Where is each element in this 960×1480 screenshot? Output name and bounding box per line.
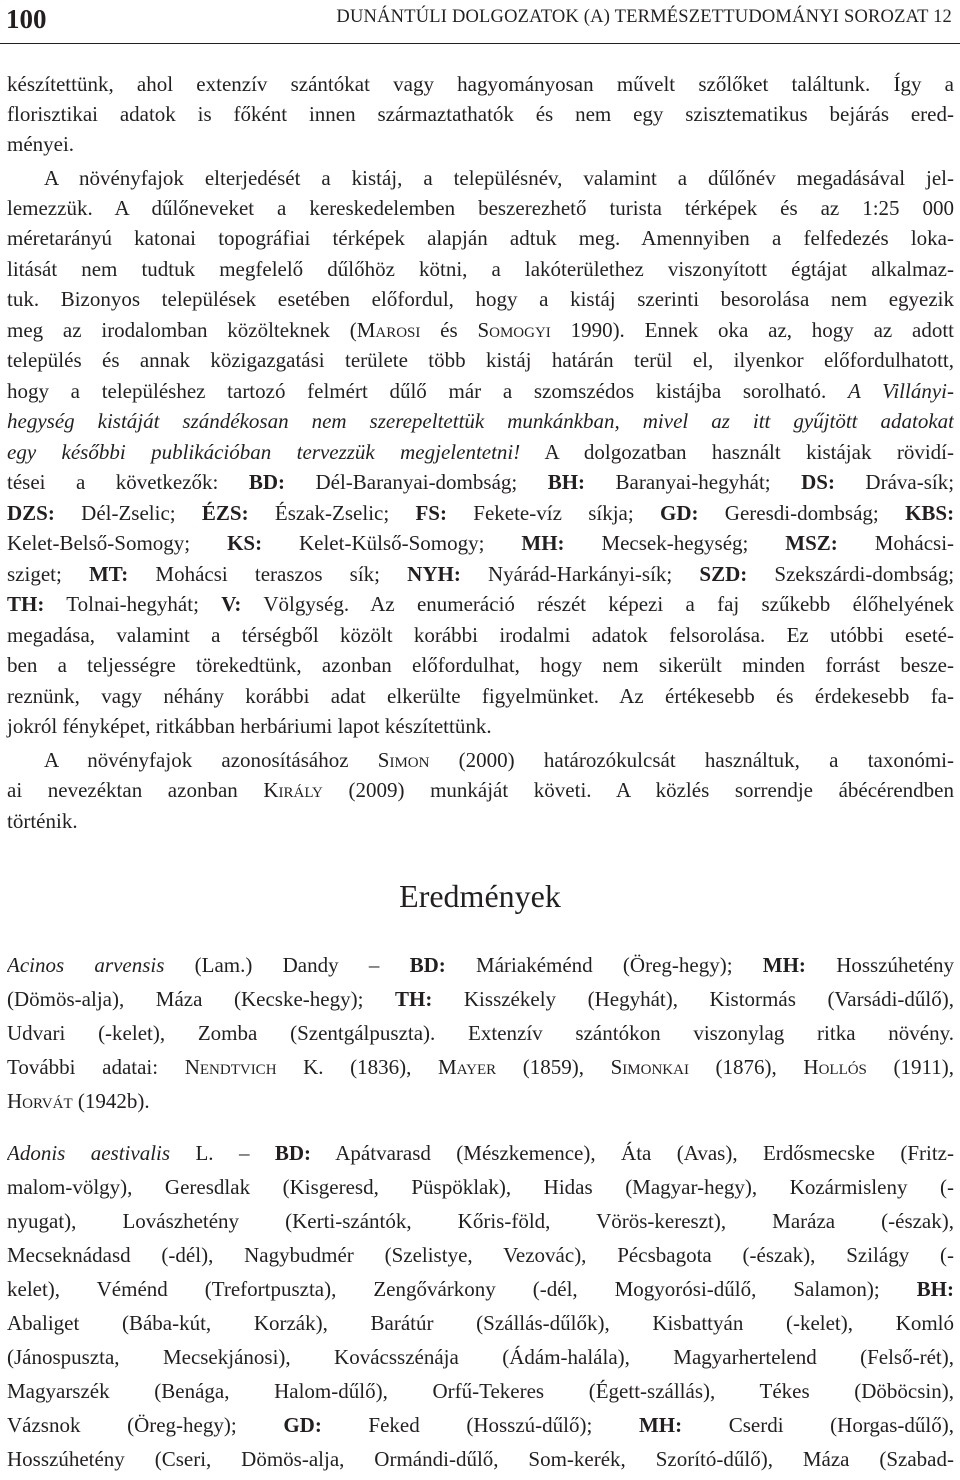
- abbrev-line: [7, 498, 954, 528]
- body-line: florisztikai adatok is főként innen származtathatók és nem egy szisztematikus bejárás ered-: [7, 102, 954, 126]
- species-line: [7, 1052, 954, 1082]
- abbrev-line: [7, 559, 954, 589]
- region-code: GD:: [283, 1413, 322, 1437]
- abbrev-line: [7, 528, 954, 558]
- abbrev-name: Geresdi-dombság;: [724, 501, 879, 525]
- species-line: Magyarszék (Benága, Halom-dűlő), Orfű-Tekeres (Égett-szállás), Tékes (Döböcsin),: [7, 1379, 954, 1403]
- species-line: Mecseknádasd (-dél), Nagybudmér (Szelistye, Vezovác), Pécsbagota (-észak), Szilágy (-: [7, 1243, 954, 1267]
- body-line: készítettünk, ahol extenzív szántókat vagy hagyományosan művelt szőlőket találtunk. Így a: [7, 72, 954, 96]
- body-line: tuk. Bizonyos települések esetében előfordul, hogy a kistáj szerinti besorolása nem egyezik: [7, 287, 954, 311]
- region-code: BD:: [409, 953, 446, 977]
- region-code: MH:: [638, 1413, 683, 1437]
- abbrev-name: Mecsek-hegység;: [601, 531, 749, 555]
- citation-author: Somogyi: [477, 318, 551, 342]
- abbrev-code: TH:: [7, 592, 45, 616]
- species-line: [7, 984, 954, 1014]
- abbrev-name: sziget;: [7, 562, 62, 586]
- species-name: Adonis aestivalis: [7, 1141, 171, 1165]
- section-heading: Eredmények: [399, 878, 561, 914]
- region-code: BH:: [916, 1277, 954, 1301]
- citation-author: Marosi: [356, 318, 421, 342]
- species-line: [7, 1138, 954, 1168]
- species-line: Udvari (-kelet), Zomba (Szentgálpuszta). Extenzív szántókon viszonylag ritka növény.: [7, 1021, 954, 1045]
- body-line: ben a teljességre törekedtünk, azonban előfordulhat, hogy nem sikerült minden forrást besze-: [7, 653, 954, 677]
- text-span: Apátvarasd (Mészkemence), Áta (Avas), Erdősmecske (Fritz-: [311, 1141, 954, 1165]
- abbrev-name: Dél-Zselic;: [81, 501, 176, 525]
- species-line: Hosszúhetény (Cseri, Dömös-alja, Ormándi-dűlő, Som-kerék, Szorító-dűlő), Máza (Szabad-: [7, 1447, 954, 1471]
- citation-author: Mayer: [438, 1055, 497, 1079]
- abbrev-code: MT:: [88, 562, 129, 586]
- species-line: nyugat), Lovászhetény (Kerti-szántók, Kőris-föld, Vörös-kereszt), Maráza (-észak),: [7, 1209, 954, 1233]
- italic-note: A Villányi-: [847, 379, 954, 403]
- citation-author: Horvát: [7, 1089, 73, 1113]
- abbrev-name: Kelet-Belső-Somogy;: [7, 531, 191, 555]
- abbrev-code: BH:: [547, 470, 586, 494]
- text-span: További adatai:: [7, 1055, 185, 1079]
- text-span: Cserdi (Horgas-dűlő),: [682, 1413, 954, 1437]
- citation-author: Király: [263, 778, 323, 802]
- running-header: [0, 0, 960, 44]
- species-name: Acinos arvensis: [7, 953, 165, 977]
- body-line: [7, 406, 954, 436]
- body-line: [7, 437, 954, 467]
- text-span: (2000) határozókulcsát használtuk, a taxonómi-: [429, 748, 954, 772]
- page-number: 100: [6, 4, 47, 34]
- text-span: (1859),: [496, 1055, 611, 1079]
- body-line: történik.: [7, 809, 78, 833]
- region-code: MH:: [762, 953, 806, 977]
- abbrev-name: Mohácsi teraszos sík;: [155, 562, 380, 586]
- abbrev-code: V:: [221, 592, 242, 616]
- abbrev-code: MSZ:: [785, 531, 838, 555]
- text-span: A növényfajok azonosításához: [44, 748, 378, 772]
- text-span: és: [420, 318, 478, 342]
- text-span: A dolgozatban használt kistájak rövidí-: [520, 440, 954, 464]
- abbrev-code: GD:: [660, 501, 699, 525]
- text-span: Hosszúhetény: [836, 953, 954, 977]
- abbrev-name: Fekete-víz síkja;: [473, 501, 634, 525]
- header-rule: [0, 43, 960, 44]
- italic-note: hegység kistáját szándékosan nem szerepeltettük munkánkban, mivel az itt gyűjtött adatokat: [7, 409, 954, 433]
- text-span: Kisszékely (Hegyhát), Kistormás (Varsádi-dűlő),: [432, 987, 954, 1011]
- abbrev-line: [7, 467, 954, 497]
- body-line: település és annak közigazgatási területe több kistáj határán terül el, ilyenkor előfordulhatott,: [7, 348, 954, 372]
- abbrev-code: KBS:: [905, 501, 954, 525]
- abbrev-code: FS:: [415, 501, 447, 525]
- abbrev-name: Kelet-Külső-Somogy;: [298, 531, 485, 555]
- species-line: [7, 950, 954, 980]
- abbrev-code: ÉZS:: [201, 501, 249, 525]
- body-line: [7, 376, 954, 406]
- text-span: ai nevezéktan azonban: [7, 778, 264, 802]
- abbrev-name: Mohácsi-: [874, 531, 954, 555]
- body-line: litását nem tudtuk megfelelő dűlőhöz kötni, a lakóterülethez viszonyított égtájat alkalmaz-: [7, 257, 954, 281]
- abbrev-name: Dráva-sík;: [865, 470, 954, 494]
- italic-note: egy későbbi publikációban tervezzük megjelentetni!: [7, 440, 521, 464]
- abbrev-code: DS:: [801, 470, 835, 494]
- abbrev-name: Tolnai-hegyhát;: [66, 592, 199, 616]
- abbrev-code: BD:: [248, 470, 285, 494]
- body-line: reznünk, vagy néhány korábbi adat elkerülte figyelmünket. Az értékesebb és érdekesebb fa-: [7, 684, 954, 708]
- citation-author: Simonkai: [610, 1055, 689, 1079]
- region-code: TH:: [394, 987, 433, 1011]
- text-span: (1876),: [688, 1055, 804, 1079]
- citation-author: Hollós: [803, 1055, 867, 1079]
- text-span: K. (1836),: [276, 1055, 439, 1079]
- abbrev-code: NYH:: [407, 562, 461, 586]
- body-line: [44, 745, 954, 775]
- text-span: 1990). Ennek oka az, hogy az adott: [550, 318, 954, 342]
- body-line: ményei.: [7, 132, 75, 156]
- body-line: [7, 775, 954, 805]
- abbrev-name: Nyárád-Harkányi-sík;: [487, 562, 673, 586]
- body-line: méretarányú katonai topográfiai térképek alapján adtuk meg. Amennyiben a felfedezés loka-: [7, 226, 954, 250]
- abbrev-name: Észak-Zselic;: [274, 501, 390, 525]
- text-span: Máriakéménd (Öreg-hegy);: [476, 953, 733, 977]
- text-span: Feked (Hosszú-dűlő);: [321, 1413, 639, 1437]
- body-line: lemezzük. A dűlőneveket a kereskedelemben beszerezhető turista térképek és az 1:25 000: [7, 196, 954, 220]
- species-author: (Lam.) Dandy –: [194, 953, 410, 977]
- abbrev-code: SZD:: [699, 562, 748, 586]
- abbrev-code: KS:: [227, 531, 263, 555]
- text-span: (1911),: [866, 1055, 954, 1079]
- text-span: kelet), Véménd (Trefortpuszta), Zengővárkony (-dél, Mogyorósi-dűlő, Salamon);: [7, 1277, 917, 1301]
- journal-title: DUNÁNTÚLI DOLGOZATOK (A) TERMÉSZETTUDOMÁNYI SOROZAT 12: [336, 7, 952, 27]
- text-span: (Dömös-alja), Máza (Kecske-hegy);: [7, 987, 395, 1011]
- body-line: A növényfajok elterjedését a kistáj, a településnév, valamint a dűlőnév megadásával jel-: [44, 166, 954, 190]
- species-line: Abaliget (Bába-kút, Korzák), Barátúr (Szállás-dűlők), Kisbattyán (-kelet), Komló: [7, 1311, 954, 1335]
- species-line: (Jánospuszta, Mecsekjánosi), Kovácsszénája (Ádám-halála), Magyarhertelend (Felső-rét),: [7, 1345, 954, 1369]
- abbrev-name: Szekszárdi-dombság;: [774, 562, 954, 586]
- body-line: megadása, valamint a térségből közölt korábbi irodalmi adatok felsorolása. Ez utóbbi eseté-: [7, 623, 954, 647]
- text-span: (1942b).: [72, 1089, 150, 1113]
- abbrev-name: Völgység.: [263, 592, 350, 616]
- region-code: BD:: [274, 1141, 312, 1165]
- abbrev-name: Dél-Baranyai-dombság;: [315, 470, 518, 494]
- abbrev-line: [7, 589, 954, 619]
- abbrev-name: Baranyai-hegyhát;: [615, 470, 771, 494]
- text-span: Vázsnok (Öreg-hegy);: [7, 1413, 284, 1437]
- citation-author: Nendtvich: [184, 1055, 277, 1079]
- species-author: L. –: [170, 1141, 275, 1165]
- body-line: [7, 315, 954, 345]
- text-span: hogy a településhez tartozó felmért dűlő már a szomszédos kistájba sorolható.: [7, 379, 848, 403]
- species-line: [7, 1410, 954, 1440]
- abbrev-code: DZS:: [7, 501, 55, 525]
- body-line: jokról fényképet, ritkábban herbáriumi lapot készítettünk.: [7, 714, 492, 738]
- text-span: (2009) munkáját követi. A közlés sorrendje ábécérendben: [322, 778, 954, 802]
- species-line: [7, 1086, 954, 1116]
- citation-author: Simon: [377, 748, 430, 772]
- text-span: tései a következők:: [7, 470, 249, 494]
- text-span: Az enumeráció részét képezi a faj szűkebb élőhelyének: [370, 592, 954, 616]
- text-span: meg az irodalomban közölteknek (: [7, 318, 357, 342]
- species-line: [7, 1274, 954, 1304]
- abbrev-code: MH:: [521, 531, 565, 555]
- species-line: malom-völgy), Geresdlak (Kisgeresd, Püspöklak), Hidas (Magyar-hegy), Kozármisleny (-: [7, 1175, 954, 1199]
